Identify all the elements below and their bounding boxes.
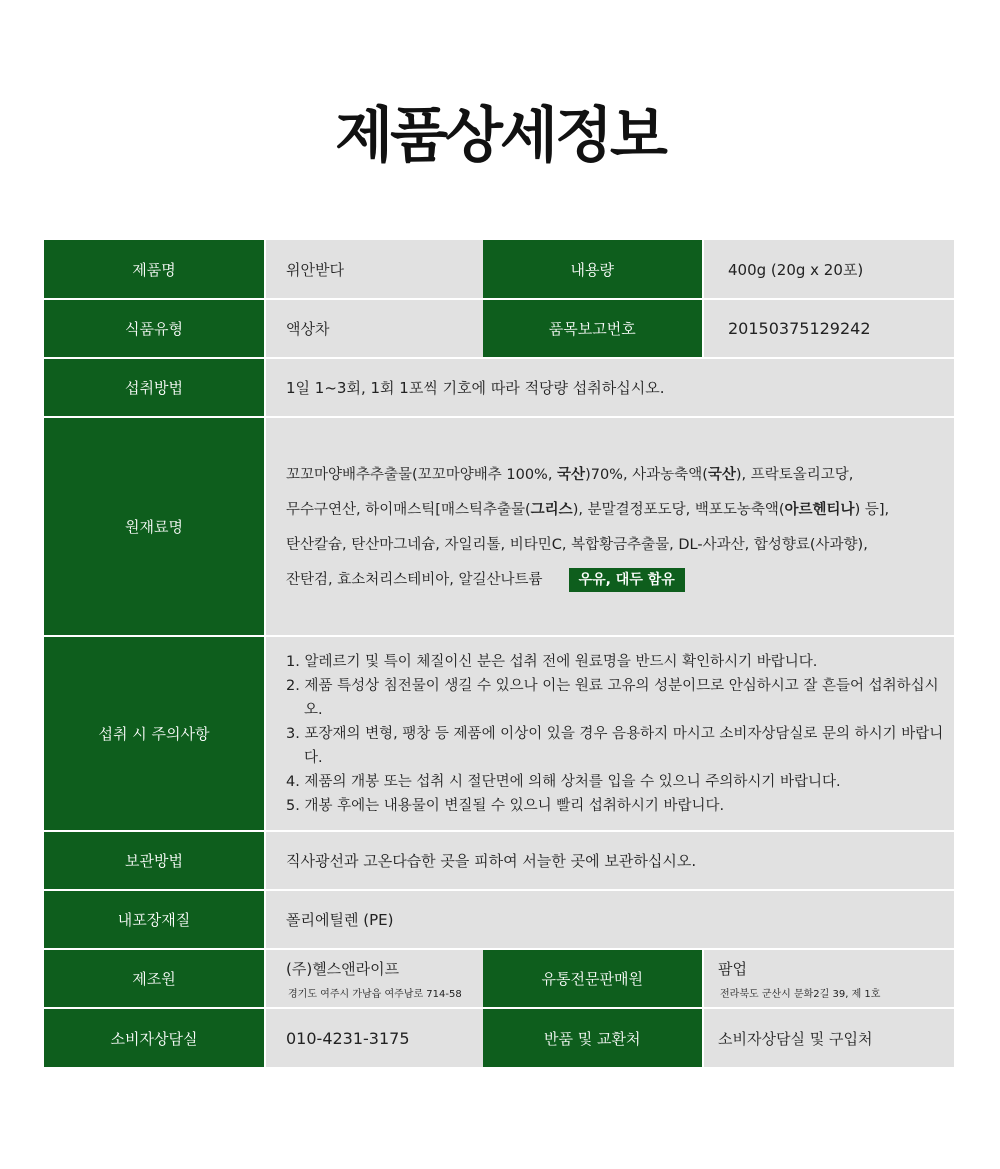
list-item: 3. 포장재의 변형, 팽창 등 제품에 이상이 있을 경우 음용하지 마시고 소비자상담실로 문의 하시기 바랍니다. — [286, 725, 944, 766]
distributor-value — [703, 949, 954, 1008]
list-item: 2. 제품 특성상 침전물이 생길 수 있으나 이는 원료 고유의 성분이므로 안심하시고 잘 흔들어 섭취하십시오. — [286, 677, 939, 718]
storage-label: 보관방법 — [44, 831, 265, 890]
consumer-center-value: 010-4231-3175 — [265, 1008, 482, 1067]
cautions-value — [265, 636, 954, 831]
table-row — [44, 636, 954, 831]
table-row — [44, 299, 954, 358]
page-title: 제품상세정보 — [335, 101, 665, 171]
food-type-label: 식품유형 — [44, 299, 265, 358]
allergen-badge: 우유, 대두 함유 — [569, 568, 685, 592]
ingredients-line: 탄산칼슘, 탄산마그네슘, 자일리톨, 비타민C, 복합황금추출물, DL-사과산, 합성향료(사과향), — [286, 536, 868, 553]
list-item: 4. 제품의 개봉 또는 섭취 시 절단면에 의해 상처를 입을 수 있으니 주의하시기 바랍니다. — [286, 773, 841, 790]
capacity-value: 400g (20g x 20포) — [703, 240, 954, 299]
returns-label: 반품 및 교환처 — [482, 1008, 703, 1067]
table-row — [44, 890, 954, 949]
product-name-label: 제품명 — [44, 240, 265, 299]
intake-method-value: 1일 1~3회, 1회 1포씩 기호에 따라 적당량 섭취하십시오. — [265, 358, 954, 417]
manufacturer-label: 제조원 — [44, 949, 265, 1008]
food-type-value: 액상차 — [265, 299, 482, 358]
table-row — [44, 1008, 954, 1067]
distributor-name: 팜업 — [718, 959, 747, 978]
table-row — [44, 949, 954, 1008]
product-name-value: 위안받다 — [265, 240, 482, 299]
report-no-label: 품목보고번호 — [482, 299, 703, 358]
list-item: 5. 개봉 후에는 내용물이 변질될 수 있으니 빨리 섭취하시기 바랍니다. — [286, 797, 725, 814]
intake-method-label: 섭취방법 — [44, 358, 265, 417]
ingredients-line: 꼬꼬마양배추추출물(꼬꼬마양배추 100%, 국산)70%, 사과농축액(국산), 프락토올리고당, — [286, 466, 854, 483]
manufacturer-address: 경기도 여주시 가남읍 여주남로 714-58 — [288, 988, 462, 1000]
ingredients-line: 무수구연산, 하이매스틱[매스틱추출물(그리스), 분말결정포도당, 백포도농축액(아르헨티나) 등], — [286, 501, 890, 518]
distributor-address: 전라북도 군산시 문화2길 39, 제 1호 — [720, 988, 881, 1000]
cautions-label: 섭취 시 주의사항 — [44, 636, 265, 831]
table-row — [44, 831, 954, 890]
returns-value: 소비자상담실 및 구입처 — [703, 1008, 954, 1067]
list-item: 1. 알레르기 및 특이 체질이신 분은 섭취 전에 원료명을 반드시 확인하시기 바랍니다. — [286, 653, 818, 670]
packaging-value: 폴리에틸렌 (PE) — [265, 890, 954, 949]
product-info-table — [44, 240, 954, 1067]
capacity-label: 내용량 — [482, 240, 703, 299]
storage-value: 직사광선과 고온다습한 곳을 피하여 서늘한 곳에 보관하십시오. — [265, 831, 954, 890]
ingredients-text — [286, 456, 954, 598]
manufacturer-value — [265, 949, 482, 1008]
ingredients-label: 원재료명 — [44, 417, 265, 636]
report-no-value: 2015037512​9242 — [703, 299, 954, 358]
packaging-label: 내포장재질 — [44, 890, 265, 949]
table-row — [44, 240, 954, 299]
cautions-list — [286, 650, 946, 818]
table-row — [44, 417, 954, 636]
ingredients-value — [265, 417, 954, 636]
consumer-center-label: 소비자상담실 — [44, 1008, 265, 1067]
distributor-label: 유통전문판매원 — [482, 949, 703, 1008]
manufacturer-name: (주)헬스앤라이프 — [286, 959, 400, 978]
ingredients-line: 잔탄검, 효소처리스테비아, 알길산나트륨 우유, 대두 함유 — [286, 563, 954, 598]
table-row — [44, 358, 954, 417]
